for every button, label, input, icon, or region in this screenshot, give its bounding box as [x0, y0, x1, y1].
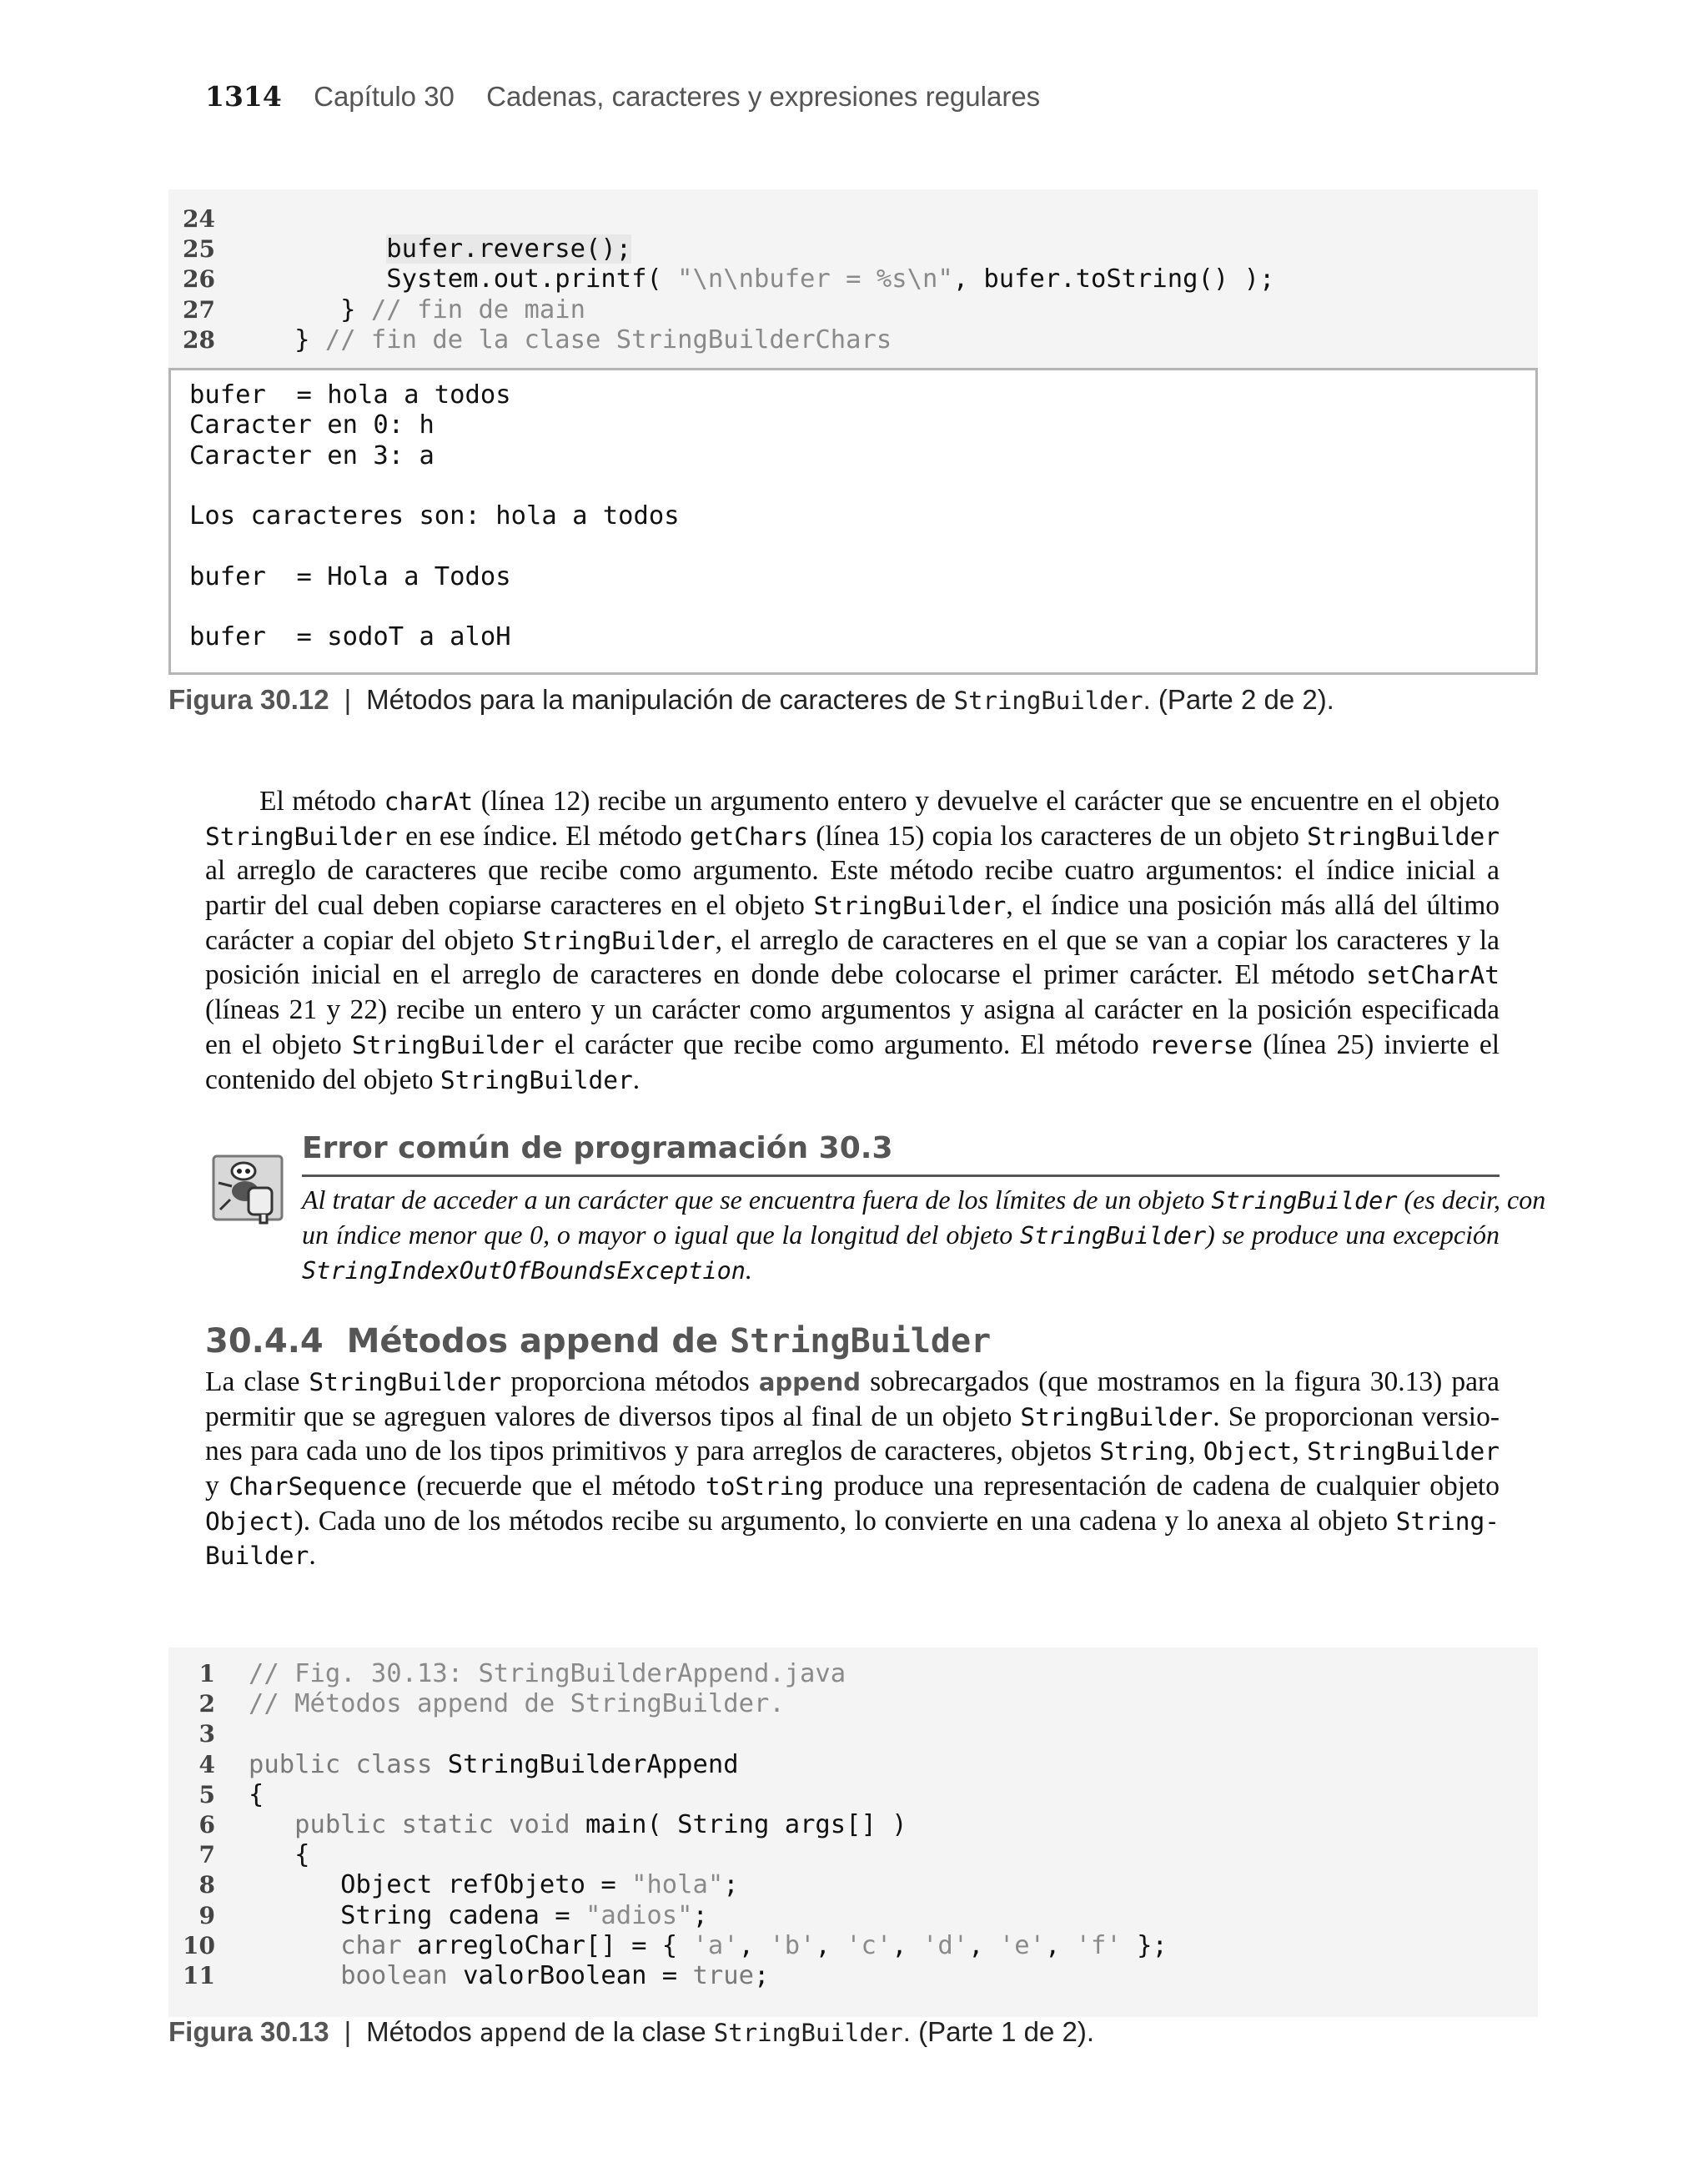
- code-token: }: [249, 324, 325, 355]
- caption-text-mid: de la clase: [566, 2016, 714, 2047]
- text-run: en ese índice. El método: [397, 820, 690, 852]
- code-line: [168, 1810, 1538, 1840]
- figure-label: Figura 30.13: [168, 2016, 329, 2047]
- code-token: }: [249, 294, 371, 324]
- code-token: [249, 234, 386, 264]
- code-token: // fin de la clase StringBuilderChars: [324, 324, 892, 355]
- code-token: , bufer.toString() );: [952, 264, 1275, 294]
- line-number: 28: [183, 325, 215, 354]
- code-line: [168, 1780, 1538, 1810]
- inline-code: StringBuilder: [522, 926, 716, 955]
- code-token: arregloChar[] = {: [401, 1930, 693, 1960]
- inline-code: Object: [1203, 1437, 1293, 1466]
- text-line: [302, 1183, 1546, 1218]
- line-number: 6: [198, 1810, 215, 1838]
- text-run: (recuerde que el método: [406, 1471, 706, 1502]
- inline-code: toString: [705, 1472, 824, 1501]
- error-box-title: Error común de programación 30.3: [302, 1131, 893, 1165]
- code-token: "\n\nbufer = %s\n": [677, 264, 953, 294]
- chapter-title: Cadenas, caracteres y expresiones regulares: [486, 81, 1041, 112]
- code-line: [168, 264, 1538, 294]
- code-line: [168, 1719, 1538, 1749]
- code-token: // Fig. 30.13: StringBuilderAppend.java: [249, 1659, 846, 1688]
- code-line: [168, 1931, 1538, 1961]
- caption-separator: |: [344, 2016, 352, 2047]
- code-token: // Métodos append de StringBuilder.: [249, 1689, 785, 1719]
- code-line: [168, 1840, 1538, 1870]
- section-title-code: StringBuilder: [730, 1322, 992, 1361]
- text-run: en el objeto: [205, 1029, 352, 1060]
- code-line: [168, 1689, 1538, 1719]
- code-line: [168, 1961, 1538, 1991]
- body-paragraph-2: [205, 1365, 1500, 1573]
- inline-code: StringBuilder: [1307, 822, 1500, 851]
- code-line: [168, 234, 1538, 264]
- code-text: [249, 325, 892, 355]
- text-run: nes para cada uno de los tipos primitivos y para arreglos de caracteres, objetos: [205, 1436, 1100, 1467]
- line-number: 27: [183, 295, 215, 324]
- text-line: [205, 1028, 1500, 1063]
- output-line: bufer = sodoT a aloH: [189, 622, 511, 652]
- code-listing-top: [168, 189, 1538, 376]
- output-line: Caracter en 3: a: [189, 440, 435, 470]
- text-run: Al tratar de acceder a un carácter que se encuentra fuera de los límites de un objeto: [302, 1185, 1212, 1215]
- text-line: [205, 888, 1500, 923]
- code-text: [249, 1780, 264, 1810]
- text-run: un índice menor que 0, o mayor o igual que la longitud del objeto: [302, 1220, 1021, 1250]
- code-line: [168, 1901, 1538, 1931]
- code-line: [168, 1870, 1538, 1900]
- bug-thumbs-down-icon: [212, 1149, 289, 1226]
- inline-code: Object: [205, 1506, 294, 1536]
- line-number: 24: [183, 205, 215, 233]
- line-number: 2: [198, 1690, 215, 1718]
- text-run: ). Cada uno de los métodos recibe su argumento, lo convierte en una cadena y lo anexa al objeto: [294, 1505, 1396, 1537]
- line-number: 7: [198, 1841, 215, 1869]
- code-token: ;: [754, 1960, 770, 1990]
- inline-code: String-: [1395, 1506, 1500, 1536]
- text-run: (líneas 21 y 22) recibe un entero y un carácter como argumentos y asigna al carácter en la posición especificada: [205, 994, 1500, 1026]
- code-text: [249, 1659, 846, 1689]
- text-run: ,: [1188, 1436, 1203, 1467]
- code-token: [249, 1931, 340, 1960]
- text-run: al arreglo de caracteres que recibe como argumento. Este método recibe cuatro argumentos: el índice inicial a: [205, 855, 1500, 887]
- code-token: main( String args[] ): [570, 1809, 907, 1839]
- code-token: bufer.reverse();: [386, 234, 632, 264]
- inline-code: StringBuilder: [1211, 1187, 1398, 1215]
- line-number: 25: [183, 235, 215, 264]
- code-token: 'c': [846, 1930, 892, 1960]
- code-token: Object refObjeto =: [249, 1870, 632, 1900]
- code-text: [249, 1931, 1168, 1961]
- text-line: [205, 923, 1500, 958]
- inline-code: StringBuilder: [1020, 1402, 1213, 1431]
- text-line: [205, 1469, 1500, 1504]
- inline-code: StringBuilder: [1307, 1437, 1500, 1466]
- code-token: "adios": [585, 1900, 693, 1930]
- code-text: [249, 264, 1274, 294]
- inline-code: StringIndexOutOfBoundsException: [302, 1257, 746, 1285]
- code-text: [249, 1689, 785, 1719]
- figure-caption-30-12: [168, 684, 1334, 717]
- text-line: [205, 819, 1500, 854]
- text-run: (línea 15) copia los caracteres de un objeto: [808, 820, 1308, 852]
- inline-code: StringBuilder: [309, 1368, 502, 1396]
- code-token: valorBoolean =: [447, 1960, 693, 1990]
- code-token: StringBuilderAppend: [432, 1749, 739, 1779]
- text-line: [205, 1538, 1500, 1573]
- text-run: y: [205, 1471, 229, 1502]
- output-line: bufer = hola a todos: [189, 380, 511, 410]
- line-number: 1: [198, 1660, 215, 1688]
- inline-code: setCharAt: [1366, 961, 1500, 990]
- text-run: (línea 12) recibe un argumento entero y devuelve el carácter que se encuentre en el objeto: [473, 786, 1500, 817]
- text-run: permitir que se agreguen valores de diversos tipos al final de un objeto: [205, 1401, 1021, 1432]
- text-run: contenido del objeto: [205, 1064, 440, 1095]
- section-title: Métodos append de: [346, 1322, 731, 1361]
- text-run: , el índice una posición más allá del último: [1006, 890, 1500, 922]
- text-run: La clase: [205, 1366, 309, 1397]
- text-run: .: [309, 1540, 316, 1572]
- section-number: 30.4.4: [205, 1322, 324, 1361]
- inline-code: StringBuilder: [813, 892, 1007, 921]
- text-line: [205, 784, 1500, 819]
- code-token: "hola": [631, 1870, 724, 1900]
- code-token: 'a': [692, 1930, 739, 1960]
- error-box-text: [302, 1183, 1546, 1288]
- chapter-label: Capítulo 30: [314, 81, 455, 112]
- text-run: partir del cual deben copiarse caracteres en el objeto: [205, 890, 814, 922]
- running-head: [205, 80, 1040, 120]
- code-text: [249, 295, 585, 325]
- text-run: carácter a copiar del objeto: [205, 924, 523, 956]
- program-output-box: [168, 368, 1538, 675]
- text-run: (línea 25) invierte el: [1253, 1029, 1500, 1060]
- caption-text: Métodos: [366, 2016, 480, 2047]
- inline-code: StringBuilder: [440, 1065, 633, 1094]
- caption-text-end: . (Parte 2 de 2).: [1143, 684, 1334, 715]
- line-number: 4: [198, 1750, 215, 1778]
- code-token: ;: [692, 1900, 708, 1930]
- inline-keyword: append: [758, 1368, 862, 1396]
- text-line: [205, 1504, 1500, 1539]
- code-token: ,: [892, 1930, 923, 1960]
- inline-code: String: [1099, 1437, 1188, 1466]
- inline-code: charAt: [384, 787, 474, 816]
- code-text: [249, 1840, 309, 1870]
- inline-code: StringBuilder: [1020, 1222, 1207, 1250]
- error-box-rule: [302, 1175, 1500, 1177]
- text-line: [205, 993, 1500, 1028]
- code-token: ,: [968, 1930, 999, 1960]
- code-line: [168, 1750, 1538, 1780]
- code-token: [249, 1961, 340, 1990]
- figure-caption-30-13: [168, 2016, 1094, 2049]
- code-token: boolean: [340, 1960, 448, 1990]
- text-run: el carácter que recibe como argumento. El método: [544, 1029, 1149, 1060]
- code-token: System.out.printf(: [249, 264, 678, 294]
- code-token: 'd': [922, 1930, 969, 1960]
- text-run: .: [745, 1255, 752, 1285]
- caption-code-2: StringBuilder: [713, 2019, 903, 2047]
- code-token: char: [340, 1930, 402, 1960]
- code-token: ,: [815, 1930, 846, 1960]
- code-token: 'e': [998, 1930, 1045, 1960]
- code-line: [168, 295, 1538, 325]
- inline-code: CharSequence: [229, 1472, 407, 1501]
- code-listing-bottom: [168, 1647, 1538, 2017]
- code-text: [249, 1810, 907, 1840]
- code-text: [249, 1870, 739, 1900]
- inline-code: StringBuilder: [205, 822, 398, 851]
- text-run: , el arreglo de caracteres en el que se van a copiar los caracteres y la: [715, 924, 1500, 956]
- section-heading: [205, 1322, 991, 1361]
- code-token: ,: [1044, 1930, 1076, 1960]
- code-line: [168, 204, 1538, 234]
- code-token: true: [692, 1960, 754, 1990]
- line-number: 3: [198, 1720, 215, 1748]
- text-run: (es decir, con: [1397, 1185, 1546, 1215]
- code-token: };: [1121, 1930, 1168, 1960]
- code-token: public static void: [294, 1809, 570, 1839]
- line-number: 9: [198, 1901, 215, 1929]
- code-text: [249, 1961, 769, 1991]
- caption-text: Métodos para la manipulación de caracteres de: [366, 684, 954, 715]
- text-run: ,: [1292, 1436, 1308, 1467]
- code-token: String cadena =: [249, 1900, 585, 1930]
- code-text: [249, 1750, 739, 1780]
- line-number: 11: [183, 1961, 215, 1989]
- code-text: [249, 1901, 708, 1931]
- line-number: 10: [183, 1931, 215, 1959]
- code-token: 'f': [1075, 1930, 1122, 1960]
- text-run: . Se proporcionan versio-: [1213, 1401, 1500, 1432]
- text-line: [205, 1400, 1500, 1435]
- code-text: [249, 234, 631, 264]
- inline-code: StringBuilder: [351, 1030, 545, 1059]
- text-run: produce una representación de cadena de cualquier objeto: [823, 1471, 1500, 1502]
- caption-separator: |: [344, 684, 352, 715]
- output-line: Caracter en 0: h: [189, 410, 435, 440]
- text-line: [205, 1434, 1500, 1469]
- code-token: // fin de main: [370, 294, 585, 324]
- text-run: El método: [259, 786, 384, 817]
- text-run: posición inicial en el arreglo de caracteres en donde debe colocarse el primer carácter. El método: [205, 959, 1367, 991]
- inline-code: getChars: [689, 822, 809, 851]
- figure-label: Figura 30.12: [168, 684, 329, 715]
- caption-text-end: . (Parte 1 de 2).: [902, 2016, 1095, 2047]
- caption-code: StringBuilder: [953, 687, 1143, 715]
- caption-code: append: [479, 2019, 567, 2047]
- code-token: ;: [723, 1870, 739, 1900]
- text-line: [302, 1253, 1500, 1288]
- code-line: [168, 325, 1538, 355]
- output-line: bufer = Hola a Todos: [189, 561, 511, 591]
- output-line: Los caracteres son: hola a todos: [189, 501, 680, 531]
- page-number: 1314: [205, 80, 282, 113]
- text-run: ) se produce una excepción: [1206, 1220, 1500, 1250]
- line-number: 5: [198, 1780, 215, 1808]
- text-run: proporciona métodos: [501, 1366, 759, 1397]
- text-run: .: [632, 1064, 640, 1095]
- code-token: public class: [249, 1749, 433, 1779]
- body-paragraph-1: [205, 784, 1500, 1097]
- text-line: [205, 1063, 1500, 1098]
- text-line: [205, 853, 1500, 888]
- inline-code: Builder: [205, 1542, 309, 1571]
- text-line: [205, 958, 1500, 993]
- code-token: {: [249, 1840, 310, 1870]
- code-line: [168, 1659, 1538, 1689]
- code-token: [249, 1810, 294, 1839]
- line-number: 26: [183, 265, 215, 294]
- inline-code: reverse: [1148, 1030, 1253, 1059]
- code-token: 'b': [769, 1930, 816, 1960]
- line-number: 8: [198, 1871, 215, 1899]
- text-line: [205, 1365, 1500, 1400]
- text-run: sobrecargados (que mostramos en la figura 30.13) para: [861, 1366, 1500, 1397]
- code-token: ,: [738, 1930, 770, 1960]
- code-token: {: [249, 1779, 264, 1809]
- text-line: [302, 1218, 1500, 1253]
